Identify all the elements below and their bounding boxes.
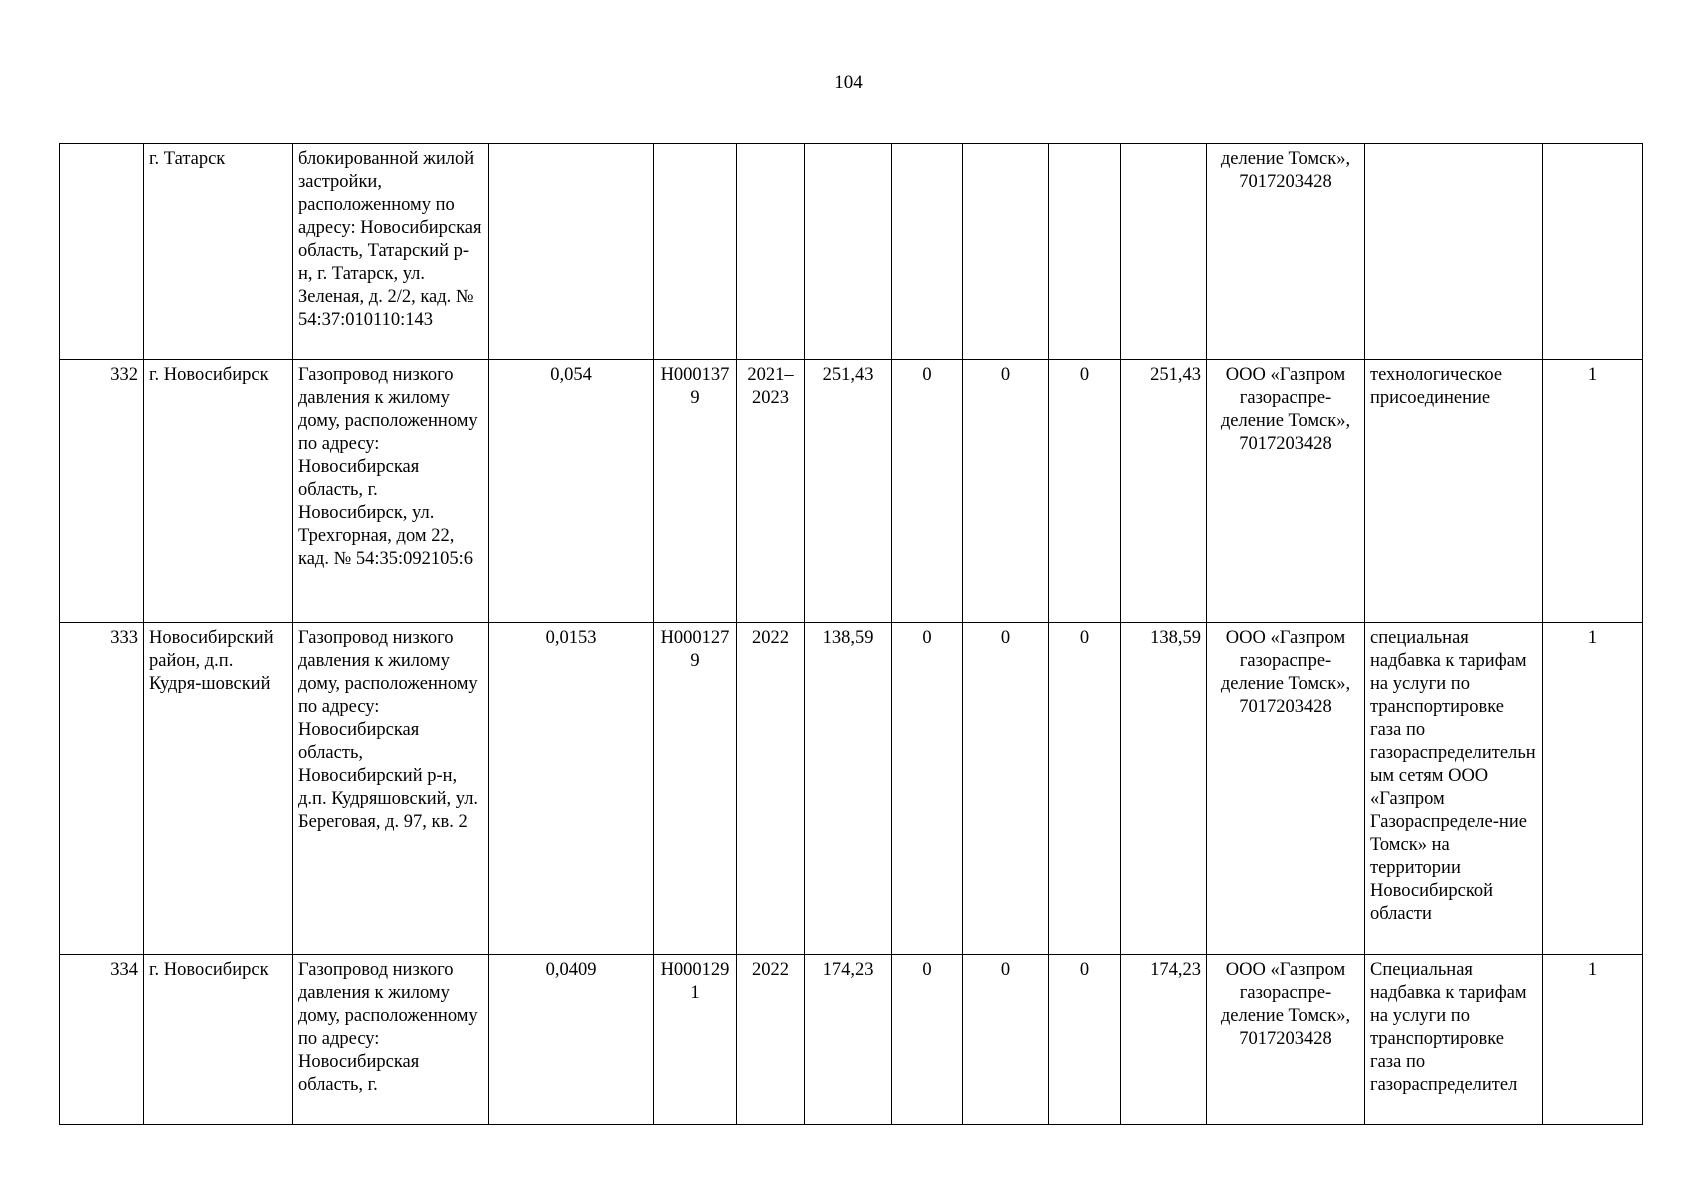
code-cell <box>654 144 737 360</box>
total-cell: 138,59 <box>805 623 892 955</box>
row-number: 332 <box>60 360 144 623</box>
description-cell: блокированной жилой застройки, расположенному по адресу: Новосибирская область, Татарский р-н, г. Татарск, ул. Зеленая, д. 2/2, кад. № 54:37:010110:143 <box>293 144 489 360</box>
location-cell: г. Татарск <box>144 144 293 360</box>
value-cell-1: 0 <box>892 623 963 955</box>
value-cell-2: 0 <box>963 360 1049 623</box>
organization-cell: деление Томск», 7017203428 <box>1207 144 1365 360</box>
total-cell: 251,43 <box>805 360 892 623</box>
value-cell-2: 0 <box>963 955 1049 1125</box>
value-cell-3: 0 <box>1049 623 1121 955</box>
code-cell: Н0001291 <box>654 955 737 1125</box>
value-cell-4: 251,43 <box>1121 360 1207 623</box>
code-cell: Н0001279 <box>654 623 737 955</box>
funding-source-cell <box>1365 144 1543 360</box>
count-cell: 1 <box>1543 623 1643 955</box>
page-number: 104 <box>834 72 863 93</box>
value-cell-4 <box>1121 144 1207 360</box>
row-number: 334 <box>60 955 144 1125</box>
location-cell: г. Новосибирск <box>144 360 293 623</box>
table-row <box>60 144 1643 360</box>
value-cell-2: 0 <box>963 623 1049 955</box>
table-row <box>60 955 1643 1125</box>
code-cell: Н0001379 <box>654 360 737 623</box>
row-number: 333 <box>60 623 144 955</box>
location-cell: Новосибирский район, д.п. Кудря-шовский <box>144 623 293 955</box>
total-cell: 174,23 <box>805 955 892 1125</box>
length-cell: 0,0153 <box>489 623 654 955</box>
table-row <box>60 623 1643 955</box>
value-cell-1: 0 <box>892 360 963 623</box>
funding-source-cell: технологическое присоединение <box>1365 360 1543 623</box>
funding-source-cell: Специальная надбавка к тарифам на услуги по транспортировке газа по газораспределител <box>1365 955 1543 1125</box>
organization-cell: ООО «Газпром газораспре-деление Томск», 7017203428 <box>1207 623 1365 955</box>
length-cell <box>489 144 654 360</box>
years-cell: 2022 <box>737 623 805 955</box>
description-cell: Газопровод низкого давления к жилому дому, расположенному по адресу: Новосибирская область, г. <box>293 955 489 1125</box>
years-cell: 2022 <box>737 955 805 1125</box>
value-cell-4: 174,23 <box>1121 955 1207 1125</box>
value-cell-3: 0 <box>1049 360 1121 623</box>
value-cell-2 <box>963 144 1049 360</box>
description-cell: Газопровод низкого давления к жилому дому, расположенному по адресу: Новосибирская область, Новосибирский р-н, д.п. Кудряшовский, ул. Береговая, д. 97, кв. 2 <box>293 623 489 955</box>
description-cell: Газопровод низкого давления к жилому дому, расположенному по адресу: Новосибирская область, г. Новосибирск, ул. Трехгорная, дом 22, кад. № 54:35:092105:6 <box>293 360 489 623</box>
value-cell-1 <box>892 144 963 360</box>
value-cell-4: 138,59 <box>1121 623 1207 955</box>
length-cell: 0,054 <box>489 360 654 623</box>
funding-source-cell: специальная надбавка к тарифам на услуги по транспортировке газа по газораспределительным сетям ООО «Газпром Газораспределе-ние Томск» на территории Новосибирской области <box>1365 623 1543 955</box>
value-cell-3: 0 <box>1049 955 1121 1125</box>
value-cell-1: 0 <box>892 955 963 1125</box>
table-row <box>60 360 1643 623</box>
organization-cell: ООО «Газпром газораспре-деление Томск», 7017203428 <box>1207 360 1365 623</box>
years-cell: 2021–2023 <box>737 360 805 623</box>
count-cell <box>1543 144 1643 360</box>
investment-table <box>59 143 1643 1125</box>
length-cell: 0,0409 <box>489 955 654 1125</box>
organization-cell: ООО «Газпром газораспре-деление Томск», 7017203428 <box>1207 955 1365 1125</box>
value-cell-3 <box>1049 144 1121 360</box>
count-cell: 1 <box>1543 955 1643 1125</box>
total-cell <box>805 144 892 360</box>
count-cell: 1 <box>1543 360 1643 623</box>
row-number <box>60 144 144 360</box>
location-cell: г. Новосибирск <box>144 955 293 1125</box>
years-cell <box>737 144 805 360</box>
